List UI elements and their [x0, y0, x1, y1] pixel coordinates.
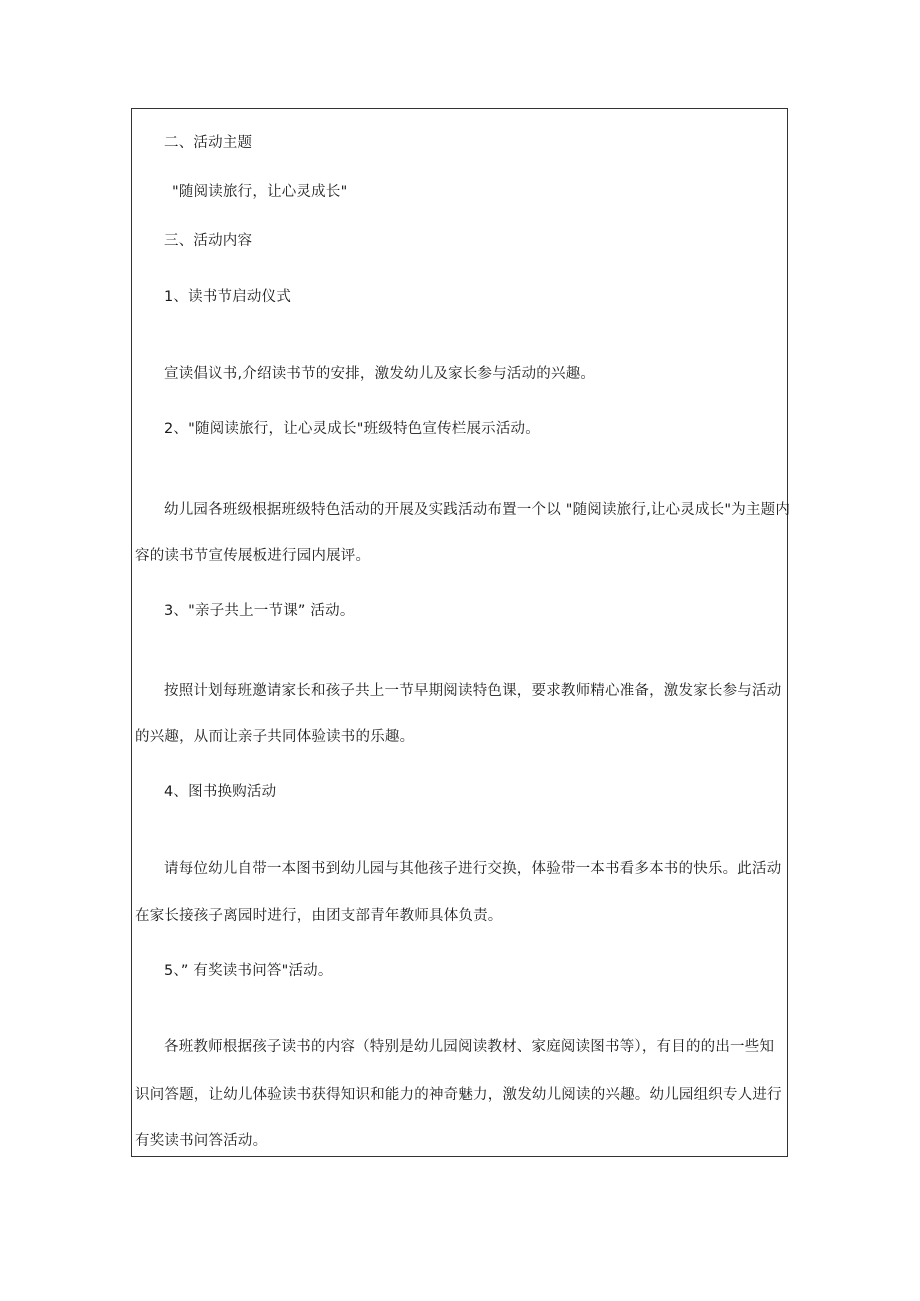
paragraph-4-line-1: 请每位幼儿自带一本图书到幼儿园与其他孩子进行交换，体验带一本书看多本书的快乐。此活动	[164, 861, 782, 877]
section-heading-content: 三、活动内容	[164, 233, 253, 249]
paragraph-5-line-2: 识问答题，让幼儿体验读书获得知识和能力的神奇魅力，激发幼儿阅读的兴趣。幼儿园组织专人进行	[135, 1087, 782, 1103]
paragraph-5-line-1: 各班教师根据孩子读书的内容（特别是幼儿园阅读教材、家庭阅读图书等），有目的的出一些知	[164, 1039, 775, 1055]
paragraph-1: 宣读倡议书,介绍读书节的安排，激发幼儿及家长参与活动的兴趣。	[164, 366, 596, 382]
document-frame	[131, 108, 791, 1157]
paragraph-4-line-2: 在家长接孩子离园时进行，由团支部青年教师具体负责。	[135, 908, 503, 924]
paragraph-2-line-1: 幼儿园各班级根据班级特色活动的开展及实践活动布置一个以 "随阅读旅行,让心灵成长"为主题内	[164, 502, 791, 518]
item-heading-2: 2、"随阅读旅行，让心灵成长"班级特色宣传栏展示活动。	[164, 421, 540, 437]
section-heading-theme: 二、活动主题	[164, 135, 253, 151]
item-heading-1: 1、读书节启动仪式	[164, 289, 292, 305]
item-heading-4: 4、图书换购活动	[164, 784, 277, 800]
item-heading-5: 5、” 有奖读书问答"活动。	[164, 963, 333, 979]
paragraph-3-line-1: 按照计划每班邀请家长和孩子共上一节早期阅读特色课，要求教师精心准备，激发家长参与活动	[164, 683, 782, 699]
item-heading-3: 3、"亲子共上一节课” 活动。	[164, 603, 355, 619]
paragraph-2-line-2: 容的读书节宣传展板进行园内展评。	[135, 548, 371, 564]
paragraph-3-line-2: 的兴趣，从而让亲子共同体验读书的乐趣。	[135, 729, 415, 745]
paragraph-5-line-3: 有奖读书问答活动。	[135, 1133, 268, 1149]
theme-slogan: "随阅读旅行，让心灵成长"	[172, 184, 348, 200]
